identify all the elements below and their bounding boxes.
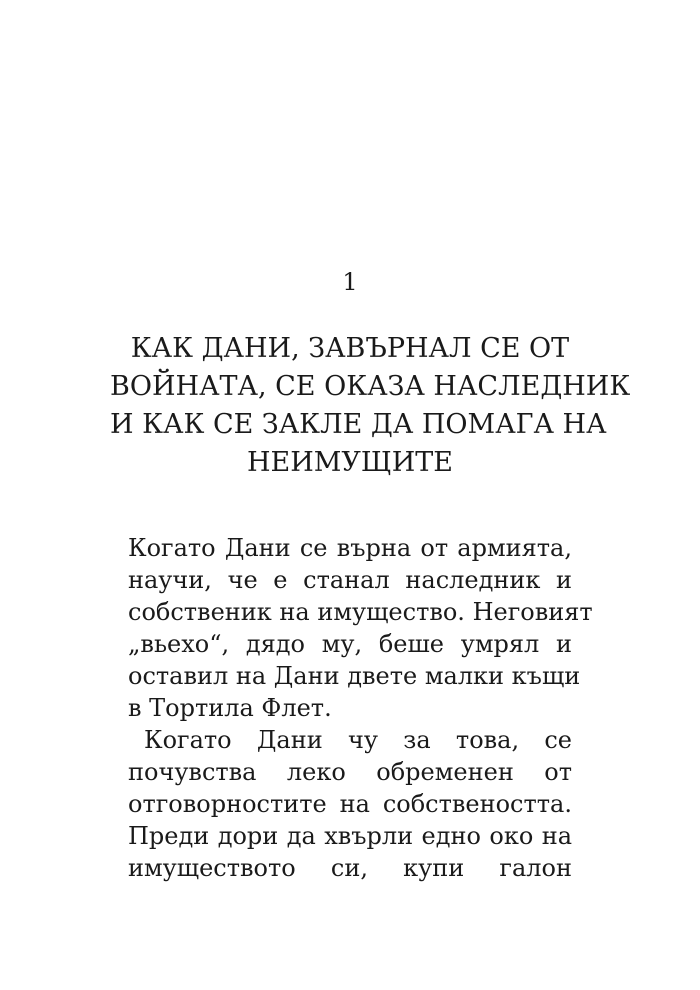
- text-line: отговорностите на собствеността.: [128, 790, 572, 818]
- paragraph-2: [128, 724, 572, 884]
- text-line: в Тортила Флет.: [128, 694, 332, 722]
- text-line: „вьехо“, дядо му, беше умрял и: [128, 630, 572, 658]
- chapter-number: 1: [342, 268, 358, 296]
- text-line: Преди дори да хвърли едно око на: [128, 822, 572, 850]
- text-line: научи, че е станал наследник и: [128, 566, 572, 594]
- body-text: [128, 532, 593, 884]
- text-line: собственик на имущество. Неговият: [128, 598, 593, 626]
- chapter-title: [110, 330, 631, 482]
- chapter-title-line: И КАК СЕ ЗАКЛЕ ДА ПОМАГА НА: [110, 409, 607, 440]
- text-line: Когато Дани чу за това, се: [144, 726, 572, 754]
- text-line: имуществото си, купи галон: [128, 854, 572, 882]
- text-line: почувства леко обременен от: [128, 758, 572, 786]
- text-line: Когато Дани се върна от армията,: [128, 534, 572, 562]
- chapter-title-line: КАК ДАНИ, ЗАВЪРНАЛ СЕ ОТ: [130, 333, 570, 364]
- text-line: оставил на Дани двете малки къщи: [128, 662, 581, 690]
- chapter-title-line: ВОЙНАТА, СЕ ОКАЗА НАСЛЕДНИК: [110, 371, 631, 402]
- chapter-title-line: НЕИМУЩИТЕ: [246, 447, 454, 478]
- paragraph-1: [128, 532, 593, 724]
